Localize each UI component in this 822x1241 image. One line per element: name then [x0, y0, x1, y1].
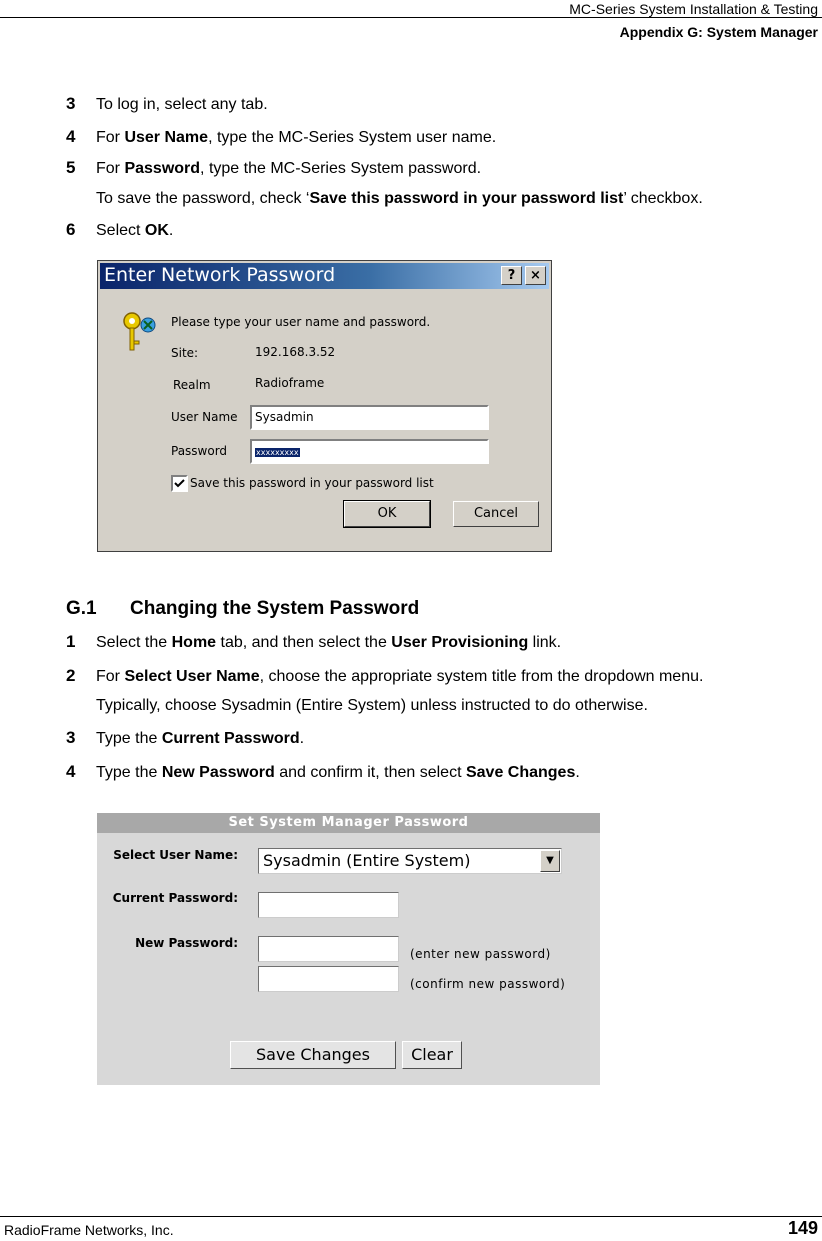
header-doc-title: MC-Series System Installation & Testing: [569, 1, 818, 17]
form-title-bar: Set System Manager Password: [97, 813, 600, 833]
realm-label: Realm: [173, 378, 211, 392]
dropdown-arrow-icon[interactable]: ▼: [540, 850, 560, 872]
current-password-label: Current Password:: [112, 891, 238, 905]
clear-button[interactable]: Clear: [402, 1041, 462, 1069]
key-icon: [122, 311, 162, 353]
current-password-input[interactable]: [258, 892, 399, 918]
step-b3: 3 Type the Current Password.: [66, 728, 305, 747]
set-password-form: [97, 813, 600, 1085]
cancel-button[interactable]: Cancel: [453, 501, 539, 527]
dialog-title: Enter Network Password: [104, 264, 336, 286]
step-a5: 5 For Password, type the MC-Series System password.: [66, 158, 482, 177]
step-a4: 4 For User Name, type the MC-Series System user name.: [66, 127, 497, 146]
enter-new-password-hint: (enter new password): [410, 947, 551, 961]
password-mask: xxxxxxxxx: [256, 448, 299, 457]
password-label: Password: [171, 444, 228, 458]
typical-note: Typically, choose Sysadmin (Entire System) unless instructed to do otherwise.: [96, 697, 648, 714]
save-password-label: Save this password in your password list: [190, 476, 434, 490]
checkmark-icon: [173, 477, 186, 490]
close-button[interactable]: ×: [525, 266, 546, 285]
password-input[interactable]: [250, 439, 489, 464]
ok-button[interactable]: OK: [344, 501, 430, 527]
help-button[interactable]: ?: [501, 266, 522, 285]
network-password-dialog: [97, 260, 552, 552]
save-password-checkbox[interactable]: [171, 475, 188, 492]
step-a6: 6 Select OK.: [66, 220, 174, 239]
select-user-label: Select User Name:: [113, 848, 238, 862]
site-label: Site:: [171, 346, 199, 360]
username-label: User Name: [171, 410, 238, 424]
new-password-input[interactable]: [258, 936, 399, 962]
save-password-note: To save the password, check ‘Save this password in your password list’ checkbox.: [96, 190, 703, 207]
step-b2: 2 For Select User Name, choose the appropriate system title from the dropdown menu.: [66, 666, 704, 685]
save-changes-button[interactable]: Save Changes: [230, 1041, 396, 1069]
dialog-prompt: Please type your user name and password.: [171, 315, 431, 329]
header-rule: [0, 17, 822, 18]
confirm-password-input[interactable]: [258, 966, 399, 992]
step-b1: 1 Select the Home tab, and then select the User Provisioning link.: [66, 632, 562, 651]
username-input[interactable]: Sysadmin: [250, 405, 489, 430]
header-appendix: Appendix G: System Manager: [619, 24, 818, 40]
site-value: 192.168.3.52: [255, 345, 336, 359]
footer-company: RadioFrame Networks, Inc.: [4, 1222, 174, 1238]
dialog-title-bar: [100, 263, 549, 289]
new-password-label: New Password:: [135, 936, 238, 950]
select-user-value: Sysadmin (Entire System): [263, 851, 471, 870]
select-user-dropdown[interactable]: [258, 848, 562, 874]
section-heading: G.1 Changing the System Password: [66, 598, 420, 619]
page-number: 149: [787, 1218, 818, 1238]
step-a3: 3 To log in, select any tab.: [66, 94, 268, 113]
step-b4: 4 Type the New Password and confirm it, then select Save Changes.: [66, 762, 580, 781]
realm-value: Radioframe: [255, 376, 325, 390]
confirm-new-password-hint: (confirm new password): [410, 977, 566, 991]
footer-rule: [0, 1216, 822, 1217]
